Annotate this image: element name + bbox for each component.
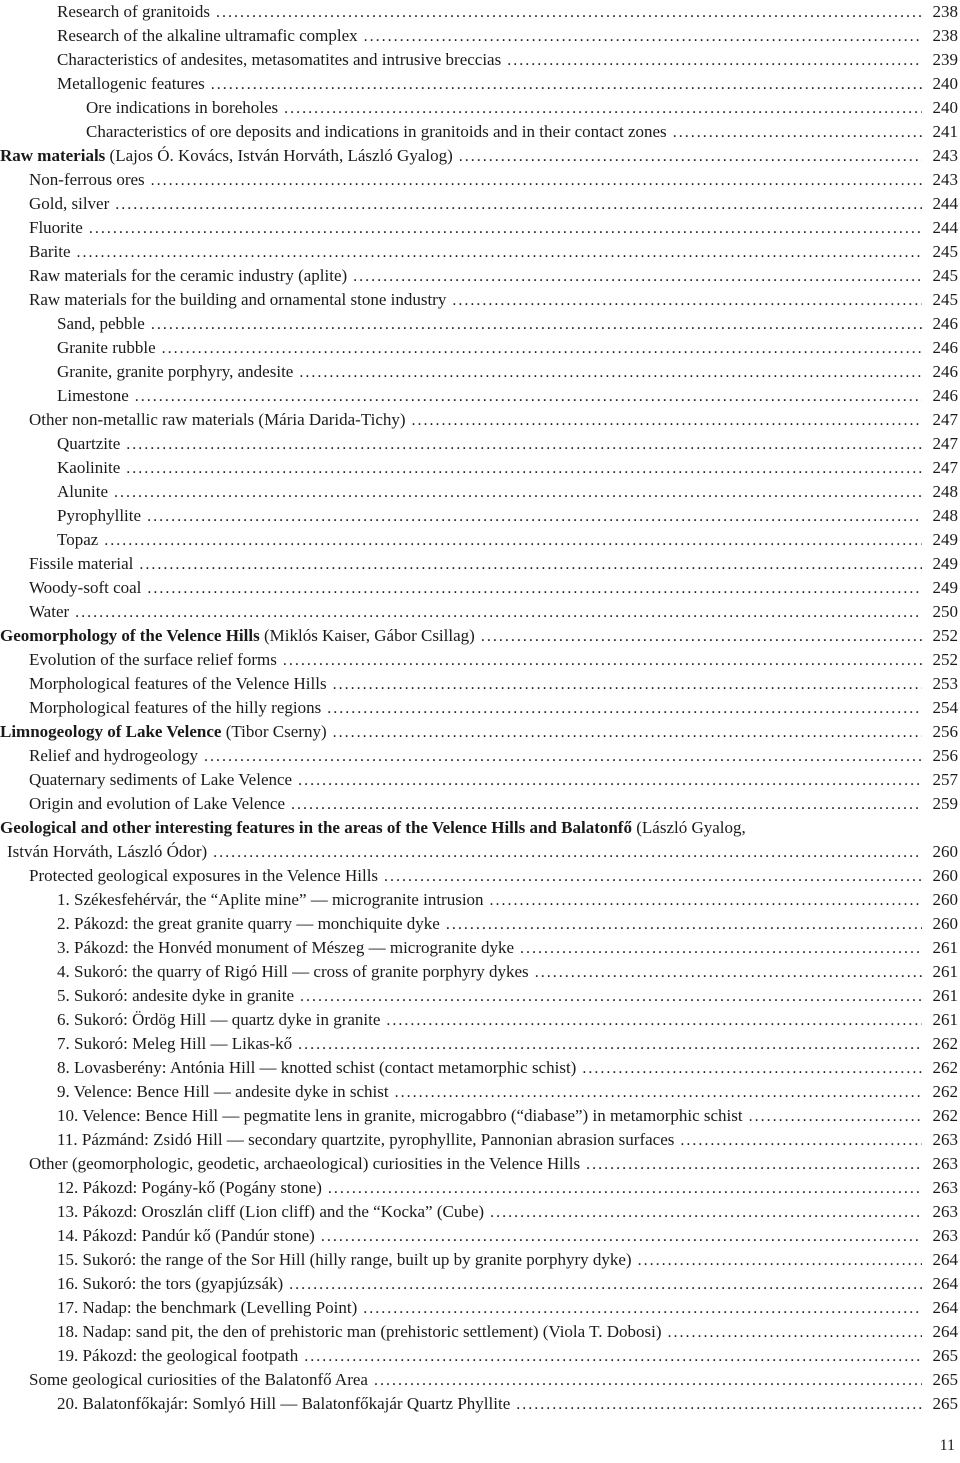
toc-page-number: 245 bbox=[932, 266, 958, 285]
toc-page-number: 249 bbox=[932, 530, 958, 549]
dot-leader bbox=[490, 888, 922, 912]
toc-title: Granite, granite porphyry, andesite bbox=[57, 362, 294, 381]
toc-title: 11. Pázmánd: Zsidó Hill — secondary quartzite, pyrophyllite, Pannonian abrasion surfaces bbox=[57, 1130, 675, 1149]
dot-leader bbox=[638, 1248, 922, 1272]
toc-page-number: 247 bbox=[932, 458, 958, 477]
toc-entry bbox=[0, 768, 960, 792]
dot-leader bbox=[490, 1200, 922, 1224]
dot-leader bbox=[104, 528, 922, 552]
toc-title bbox=[0, 720, 327, 744]
toc-page-number: 261 bbox=[932, 1010, 958, 1029]
dot-leader bbox=[147, 576, 922, 600]
dot-leader bbox=[673, 120, 922, 144]
toc-entry bbox=[0, 1056, 960, 1080]
toc-chapter-title: Limnogeology of Lake Velence bbox=[0, 722, 222, 741]
toc-entry bbox=[0, 456, 960, 480]
toc-authors: (Lajos Ó. Kovács, István Horváth, László Gyalog) bbox=[109, 146, 453, 165]
toc-entry bbox=[0, 600, 960, 624]
toc-entry bbox=[0, 432, 960, 456]
toc-title: Alunite bbox=[57, 482, 108, 501]
toc-entry bbox=[0, 576, 960, 600]
toc-entry bbox=[0, 0, 960, 24]
toc-entry bbox=[0, 1224, 960, 1248]
toc-entry bbox=[0, 192, 960, 216]
toc-title bbox=[0, 624, 475, 648]
dot-leader bbox=[333, 720, 922, 744]
toc-title: 3. Pákozd: the Honvéd monument of Mészeg — microgranite dyke bbox=[57, 938, 514, 957]
toc-title: 1. Székesfehérvár, the “Aplite mine” — microgranite intrusion bbox=[57, 890, 484, 909]
toc-title: Quaternary sediments of Lake Velence bbox=[29, 770, 293, 789]
toc-page-number: 263 bbox=[932, 1130, 958, 1149]
dot-leader bbox=[749, 1104, 922, 1128]
dot-leader bbox=[213, 840, 922, 864]
toc-title: Topaz bbox=[57, 530, 99, 549]
toc-entry bbox=[0, 960, 960, 984]
toc-entry bbox=[0, 1176, 960, 1200]
toc-page-number: 261 bbox=[932, 938, 958, 957]
dot-leader bbox=[204, 744, 922, 768]
toc-entry bbox=[0, 1368, 960, 1392]
toc-page-number: 246 bbox=[932, 338, 958, 357]
dot-leader bbox=[446, 912, 922, 936]
toc-page-number: 261 bbox=[932, 962, 958, 981]
dot-leader bbox=[327, 696, 922, 720]
toc-title: Water bbox=[29, 602, 70, 621]
dot-leader bbox=[151, 312, 922, 336]
dot-leader bbox=[126, 456, 922, 480]
toc-page-number: 262 bbox=[932, 1106, 958, 1125]
toc-title: Characteristics of andesites, metasomatites and intrusive breccias bbox=[57, 50, 502, 69]
toc-page-number: 253 bbox=[932, 674, 958, 693]
toc-page-number: 263 bbox=[932, 1178, 958, 1197]
dot-leader bbox=[582, 1056, 922, 1080]
toc-page-number: 260 bbox=[932, 866, 958, 885]
toc-title: 4. Sukoró: the quarry of Rigó Hill — cross of granite porphyry dykes bbox=[57, 962, 529, 981]
toc-page-number: 252 bbox=[932, 650, 958, 669]
dot-leader bbox=[162, 336, 922, 360]
toc-title: Protected geological exposures in the Velence Hills bbox=[29, 866, 379, 885]
toc-title: Sand, pebble bbox=[57, 314, 145, 333]
toc-entry bbox=[0, 1032, 960, 1056]
dot-leader bbox=[289, 1272, 922, 1296]
toc-title: 7. Sukoró: Meleg Hill — Likas-kő bbox=[57, 1034, 293, 1053]
toc-title: Morphological features of the Velence Hills bbox=[29, 674, 327, 693]
toc-entry bbox=[0, 912, 960, 936]
toc-entry bbox=[0, 648, 960, 672]
toc-heading bbox=[0, 816, 960, 840]
toc-page-number: 239 bbox=[932, 50, 958, 69]
toc-title: Pyrophyllite bbox=[57, 506, 142, 525]
toc-title: Research of the alkaline ultramafic complex bbox=[57, 26, 358, 45]
dot-leader bbox=[452, 288, 922, 312]
dot-leader bbox=[386, 1008, 922, 1032]
dot-leader bbox=[291, 792, 922, 816]
toc-entry bbox=[0, 984, 960, 1008]
toc-page-number: 261 bbox=[932, 986, 958, 1005]
toc-page-number: 240 bbox=[932, 74, 958, 93]
toc-entry bbox=[0, 360, 960, 384]
toc-chapter bbox=[0, 720, 960, 744]
dot-leader bbox=[216, 0, 922, 24]
toc-title: 10. Velence: Bence Hill — pegmatite lens in granite, microgabbro (“diabase”) in metamorphic schist bbox=[57, 1106, 743, 1125]
toc-title: 15. Sukoró: the range of the Sor Hill (hilly range, built up by granite porphyry dyke) bbox=[57, 1250, 632, 1269]
dot-leader bbox=[284, 96, 922, 120]
toc-entry bbox=[0, 864, 960, 888]
toc-title: Other non-metallic raw materials (Mária Darida-Tichy) bbox=[29, 410, 406, 429]
toc-entry bbox=[0, 384, 960, 408]
toc-page-number: 264 bbox=[932, 1322, 958, 1341]
toc-page-number: 238 bbox=[932, 2, 958, 21]
toc-title: 14. Pákozd: Pandúr kő (Pandúr stone) bbox=[57, 1226, 315, 1245]
toc-title: 12. Pákozd: Pogány-kő (Pogány stone) bbox=[57, 1178, 322, 1197]
toc-entry bbox=[0, 888, 960, 912]
dot-leader bbox=[211, 72, 922, 96]
toc-page-number: 262 bbox=[932, 1058, 958, 1077]
toc-entry bbox=[0, 72, 960, 96]
dot-leader bbox=[115, 192, 922, 216]
toc-title: 6. Sukoró: Ördög Hill — quartz dyke in granite bbox=[57, 1010, 381, 1029]
toc-entry bbox=[0, 120, 960, 144]
toc-title bbox=[0, 144, 453, 168]
toc-title: 5. Sukoró: andesite dyke in granite bbox=[57, 986, 295, 1005]
toc-title: 17. Nadap: the benchmark (Levelling Point) bbox=[57, 1298, 358, 1317]
toc-page-number: 265 bbox=[932, 1394, 958, 1413]
toc-page-number: 262 bbox=[932, 1082, 958, 1101]
toc-entry bbox=[0, 336, 960, 360]
toc-chapter bbox=[0, 144, 960, 168]
toc-entry bbox=[0, 1128, 960, 1152]
toc-title: Granite rubble bbox=[57, 338, 156, 357]
toc-title: Evolution of the surface relief forms bbox=[29, 650, 277, 669]
toc-title: Quartzite bbox=[57, 434, 121, 453]
toc-page-number: 244 bbox=[932, 194, 958, 213]
toc-title: 9. Velence: Bence Hill — andesite dyke in schist bbox=[57, 1082, 389, 1101]
page-number: 11 bbox=[939, 1437, 955, 1454]
toc-entry bbox=[0, 1344, 960, 1368]
dot-leader bbox=[77, 240, 922, 264]
toc-entry bbox=[0, 1272, 960, 1296]
toc-page-number: 256 bbox=[932, 722, 958, 741]
toc-title: Some geological curiosities of the Balatonfő Area bbox=[29, 1370, 368, 1389]
toc-page-number: 248 bbox=[932, 506, 958, 525]
toc-entry bbox=[0, 1320, 960, 1344]
toc-entry bbox=[0, 1152, 960, 1176]
toc-title: Ore indications in boreholes bbox=[86, 98, 279, 117]
toc-title: Non-ferrous ores bbox=[29, 170, 145, 189]
toc-page-number: 246 bbox=[932, 362, 958, 381]
toc-entry bbox=[0, 480, 960, 504]
toc-title: Kaolinite bbox=[57, 458, 121, 477]
dot-leader bbox=[304, 1344, 922, 1368]
toc-chapter bbox=[0, 840, 960, 864]
dot-leader bbox=[300, 984, 922, 1008]
dot-leader bbox=[147, 504, 922, 528]
toc-page-number: 259 bbox=[932, 794, 958, 813]
toc-entry bbox=[0, 792, 960, 816]
toc-entry bbox=[0, 1248, 960, 1272]
toc-title: 16. Sukoró: the tors (gyapjúzsák) bbox=[57, 1274, 284, 1293]
dot-leader bbox=[151, 168, 922, 192]
toc-page-number: 245 bbox=[932, 290, 958, 309]
toc-entry bbox=[0, 1008, 960, 1032]
dot-leader bbox=[535, 960, 922, 984]
dot-leader bbox=[481, 624, 922, 648]
toc-title: Morphological features of the hilly regions bbox=[29, 698, 322, 717]
dot-leader bbox=[353, 264, 922, 288]
toc-page-number: 263 bbox=[932, 1202, 958, 1221]
toc-page-number: 247 bbox=[932, 410, 958, 429]
toc-entry bbox=[0, 1200, 960, 1224]
toc-entry bbox=[0, 312, 960, 336]
toc-page-number: 257 bbox=[932, 770, 958, 789]
toc-page-number: 263 bbox=[932, 1154, 958, 1173]
toc-page-number: 260 bbox=[932, 842, 958, 861]
toc-entry bbox=[0, 1104, 960, 1128]
dot-leader bbox=[384, 864, 922, 888]
dot-leader bbox=[412, 408, 922, 432]
toc-entry bbox=[0, 744, 960, 768]
toc-page-number: 240 bbox=[932, 98, 958, 117]
toc-page-number: 265 bbox=[932, 1346, 958, 1365]
toc-authors: (Miklós Kaiser, Gábor Csillag) bbox=[263, 626, 475, 645]
toc-entry bbox=[0, 696, 960, 720]
toc-authors: (László Gyalog, bbox=[636, 818, 746, 837]
toc-title: Characteristics of ore deposits and indications in granitoids and in their contact zones bbox=[86, 122, 667, 141]
dot-leader bbox=[363, 1296, 922, 1320]
toc-entry bbox=[0, 168, 960, 192]
dot-leader bbox=[395, 1080, 922, 1104]
toc-title: Metallogenic features bbox=[57, 74, 205, 93]
toc-title: István Horváth, László Ódor) bbox=[7, 842, 208, 861]
dot-leader bbox=[516, 1392, 922, 1416]
toc-title: 13. Pákozd: Oroszlán cliff (Lion cliff) and the “Kocka” (Cube) bbox=[57, 1202, 485, 1221]
dot-leader bbox=[126, 432, 922, 456]
toc-page-number: 254 bbox=[932, 698, 958, 717]
toc-page-number: 260 bbox=[932, 890, 958, 909]
toc-title: 19. Pákozd: the geological footpath bbox=[57, 1346, 299, 1365]
toc-page-number: 264 bbox=[932, 1250, 958, 1269]
toc-title: Raw materials for the ceramic industry (aplite) bbox=[29, 266, 348, 285]
toc-title: Origin and evolution of Lake Velence bbox=[29, 794, 286, 813]
dot-leader bbox=[75, 600, 922, 624]
dot-leader bbox=[135, 384, 922, 408]
toc-title: Raw materials for the building and ornamental stone industry bbox=[29, 290, 447, 309]
toc-page-number: 264 bbox=[932, 1274, 958, 1293]
dot-leader bbox=[374, 1368, 922, 1392]
toc-entry bbox=[0, 408, 960, 432]
toc-entry bbox=[0, 528, 960, 552]
toc-entry bbox=[0, 672, 960, 696]
toc-entry bbox=[0, 240, 960, 264]
toc-chapter-title: Raw materials bbox=[0, 146, 106, 165]
dot-leader bbox=[283, 648, 922, 672]
toc-entry bbox=[0, 288, 960, 312]
toc-chapter-title: Geomorphology of the Velence Hills bbox=[0, 626, 260, 645]
toc-page-number: 249 bbox=[932, 554, 958, 573]
dot-leader bbox=[364, 24, 922, 48]
toc-title: Limestone bbox=[57, 386, 129, 405]
toc-page-number: 250 bbox=[932, 602, 958, 621]
dot-leader bbox=[298, 768, 922, 792]
toc-page-number: 247 bbox=[932, 434, 958, 453]
toc-page-number: 249 bbox=[932, 578, 958, 597]
toc-heading-bold: Geological and other interesting features in the areas of the Velence Hills and Balatonfő bbox=[0, 818, 632, 837]
toc-title: 8. Lovasberény: Antónia Hill — knotted schist (contact metamorphic schist) bbox=[57, 1058, 577, 1077]
toc-title: Woody-soft coal bbox=[29, 578, 142, 597]
dot-leader bbox=[459, 144, 922, 168]
toc-page-number: 246 bbox=[932, 386, 958, 405]
toc-entry bbox=[0, 1392, 960, 1416]
toc-page-number: 252 bbox=[932, 626, 958, 645]
toc-entry bbox=[0, 504, 960, 528]
toc-page-number: 243 bbox=[932, 146, 958, 165]
toc-entry bbox=[0, 1080, 960, 1104]
toc-chapter bbox=[0, 624, 960, 648]
toc-page-number: 260 bbox=[932, 914, 958, 933]
toc-entry bbox=[0, 24, 960, 48]
toc-page-number: 263 bbox=[932, 1226, 958, 1245]
toc-title bbox=[0, 816, 746, 840]
toc-entry bbox=[0, 48, 960, 72]
dot-leader bbox=[89, 216, 922, 240]
toc-page-number: 238 bbox=[932, 26, 958, 45]
toc-title: Barite bbox=[29, 242, 71, 261]
toc-authors: (Tibor Cserny) bbox=[225, 722, 327, 741]
dot-leader bbox=[333, 672, 922, 696]
toc-title: 18. Nadap: sand pit, the den of prehistoric man (prehistoric settlement) (Viola T. Dobosi) bbox=[57, 1322, 662, 1341]
dot-leader bbox=[328, 1176, 922, 1200]
toc-title: 20. Balatonfőkajár: Somlyó Hill — Balatonfőkajár Quartz Phyllite bbox=[57, 1394, 511, 1413]
toc-page-number: 241 bbox=[932, 122, 958, 141]
toc-page-number: 243 bbox=[932, 170, 958, 189]
dot-leader bbox=[321, 1224, 922, 1248]
toc-page-number: 265 bbox=[932, 1370, 958, 1389]
dot-leader bbox=[586, 1152, 922, 1176]
toc-title: Research of granitoids bbox=[57, 2, 210, 21]
toc-entry bbox=[0, 216, 960, 240]
toc-entry bbox=[0, 552, 960, 576]
toc-title: Fissile material bbox=[29, 554, 134, 573]
toc-page-number: 245 bbox=[932, 242, 958, 261]
toc-title: Gold, silver bbox=[29, 194, 110, 213]
toc-page-number: 264 bbox=[932, 1298, 958, 1317]
dot-leader bbox=[520, 936, 922, 960]
toc-entry bbox=[0, 936, 960, 960]
toc-page-number: 256 bbox=[932, 746, 958, 765]
toc-entry bbox=[0, 1296, 960, 1320]
dot-leader bbox=[139, 552, 922, 576]
dot-leader bbox=[680, 1128, 922, 1152]
dot-leader bbox=[507, 48, 922, 72]
toc-title: 2. Pákozd: the great granite quarry — monchiquite dyke bbox=[57, 914, 440, 933]
toc-title: Other (geomorphologic, geodetic, archaeological) curiosities in the Velence Hills bbox=[29, 1154, 581, 1173]
toc-entry bbox=[0, 96, 960, 120]
toc-page-number: 262 bbox=[932, 1034, 958, 1053]
toc-page-number: 248 bbox=[932, 482, 958, 501]
dot-leader bbox=[668, 1320, 922, 1344]
toc-page-number: 244 bbox=[932, 218, 958, 237]
dot-leader bbox=[298, 1032, 922, 1056]
dot-leader bbox=[114, 480, 922, 504]
toc-title: Fluorite bbox=[29, 218, 83, 237]
toc-page-number: 246 bbox=[932, 314, 958, 333]
toc-title: Relief and hydrogeology bbox=[29, 746, 199, 765]
toc-entry bbox=[0, 264, 960, 288]
dot-leader bbox=[299, 360, 922, 384]
